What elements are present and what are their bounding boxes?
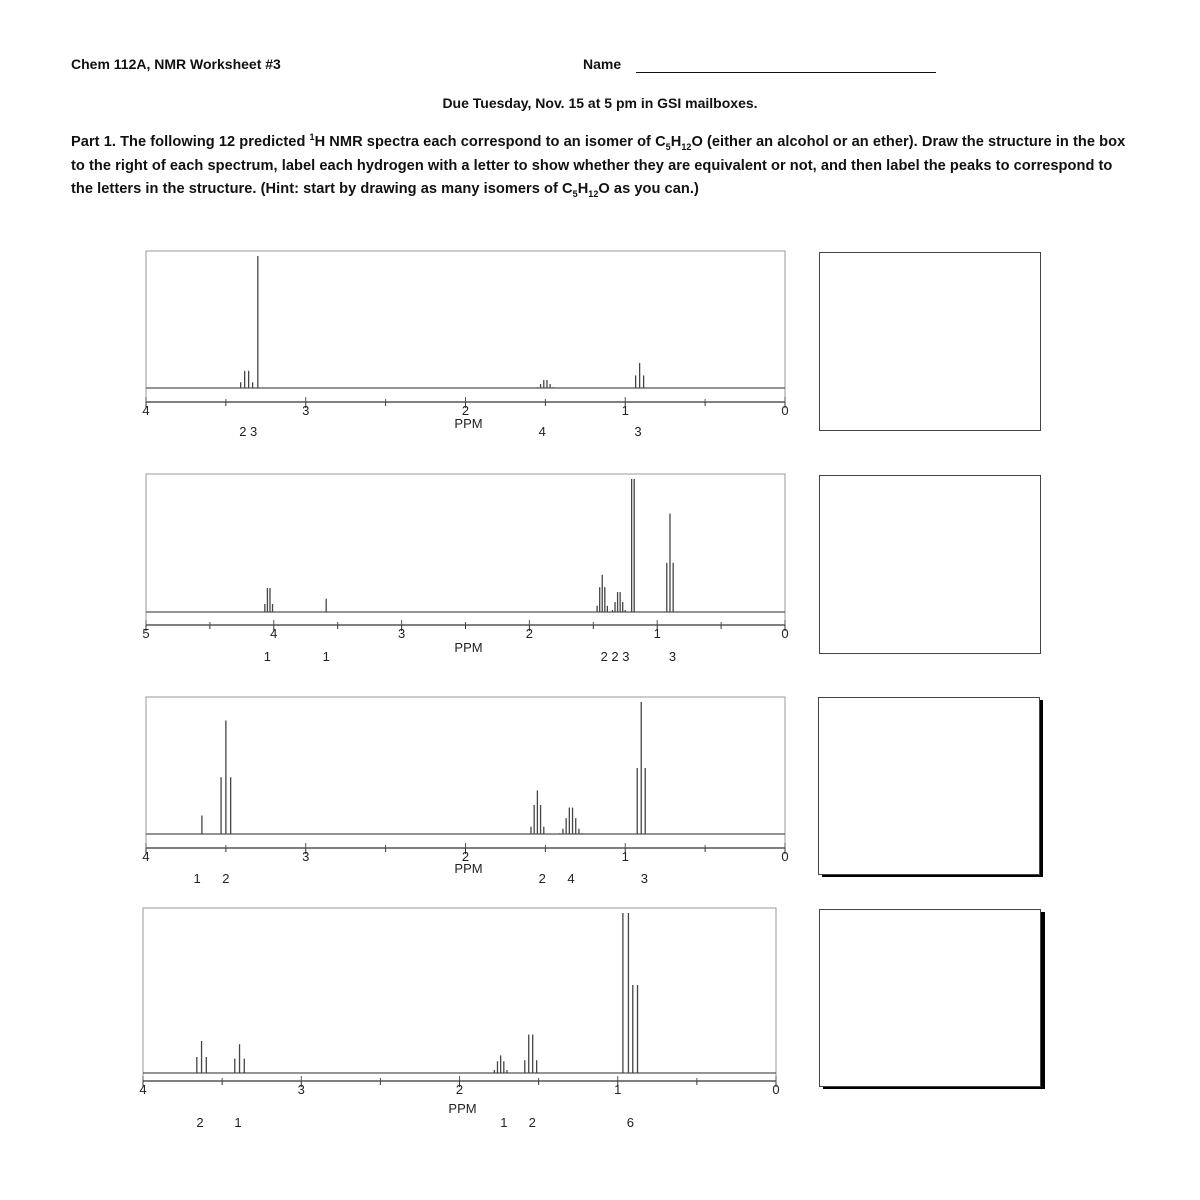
integration-label: 1 <box>263 649 272 664</box>
integration-label: 3 <box>634 424 642 439</box>
spectrum-frame <box>146 697 785 848</box>
spectrum-frame <box>143 908 776 1081</box>
x-tick-label: 1 <box>614 1082 622 1097</box>
nmr-spectrum-2-group <box>142 474 788 664</box>
integration-label: 2 <box>528 1115 536 1130</box>
structure-answer-box-2[interactable] <box>819 475 1041 654</box>
x-tick-label: 4 <box>139 1082 147 1097</box>
x-tick-label: 4 <box>142 849 150 864</box>
integration-label: 2 <box>538 871 546 886</box>
instructions-paragraph: Part 1. The following 12 predicted $^1$H NMR spectra each correspond to an isomer of $C_5H_{12}O$ (either an alcohol or an ether). Draw the structure in the box to the right of each spectrum, label each hydrogen with a letter to show whether they are equivalent or not, and then label the peaks to correspond to the letters in the structure. (Hint: start by drawing as many isomers of $C_5H_{12}O$ as you can.) <box>71 132 1126 200</box>
nmr-spectrum-3-group <box>142 697 788 886</box>
x-tick-label: 1 <box>653 626 661 641</box>
x-tick-label: 0 <box>772 1082 780 1097</box>
x-axis-title: PPM <box>448 1101 477 1116</box>
structure-answer-box-4[interactable] <box>819 909 1041 1087</box>
x-tick-label: 4 <box>270 626 278 641</box>
integration-label: 2 <box>222 871 230 886</box>
nmr-spectrum-1-group <box>142 251 788 439</box>
integration-label: 3 <box>668 649 677 664</box>
x-tick-label: 3 <box>302 849 310 864</box>
integration-label: 6 <box>626 1115 635 1130</box>
x-tick-label: 2 <box>525 626 534 641</box>
x-tick-label: 4 <box>142 403 150 418</box>
x-tick-label: 2 <box>461 403 470 418</box>
integration-label: 2 <box>196 1115 204 1130</box>
due-date: Due Tuesday, Nov. 15 at 5 pm in GSI mailboxes. <box>442 95 758 111</box>
integration-label: 1 <box>500 1115 508 1130</box>
integration-label: 2 3 <box>239 424 258 439</box>
integration-label: 1 <box>234 1115 242 1130</box>
x-tick-label: 2 <box>455 1082 464 1097</box>
x-tick-label: 3 <box>302 403 310 418</box>
x-tick-label: 0 <box>781 626 789 641</box>
integration-label: 1 <box>193 871 201 886</box>
x-tick-label: 2 <box>461 849 470 864</box>
x-tick-label: 0 <box>781 403 789 418</box>
integration-label: 3 <box>640 871 649 886</box>
x-axis-title: PPM <box>454 416 483 431</box>
integration-label: 4 <box>567 871 575 886</box>
name-label: Name <box>583 56 622 72</box>
integration-label: 1 <box>322 649 330 664</box>
integration-label: 4 <box>538 424 546 439</box>
x-tick-label: 3 <box>297 1082 305 1097</box>
nmr-spectrum-4-group <box>139 908 779 1130</box>
x-axis-title: PPM <box>454 861 483 876</box>
x-tick-label: 1 <box>621 849 629 864</box>
x-tick-label: 1 <box>621 403 629 418</box>
x-tick-label: 3 <box>397 626 406 641</box>
structure-answer-box-1[interactable] <box>819 252 1041 431</box>
worksheet-title: Chem 112A, NMR Worksheet #3 <box>71 56 281 72</box>
x-tick-label: 0 <box>781 849 789 864</box>
x-axis-title: PPM <box>454 640 483 655</box>
spectrum-frame <box>146 474 785 625</box>
x-tick-label: 5 <box>142 626 150 641</box>
structure-answer-box-3[interactable] <box>818 697 1040 875</box>
spectrum-frame <box>146 251 785 402</box>
integration-label: 2 2 3 <box>600 649 630 664</box>
